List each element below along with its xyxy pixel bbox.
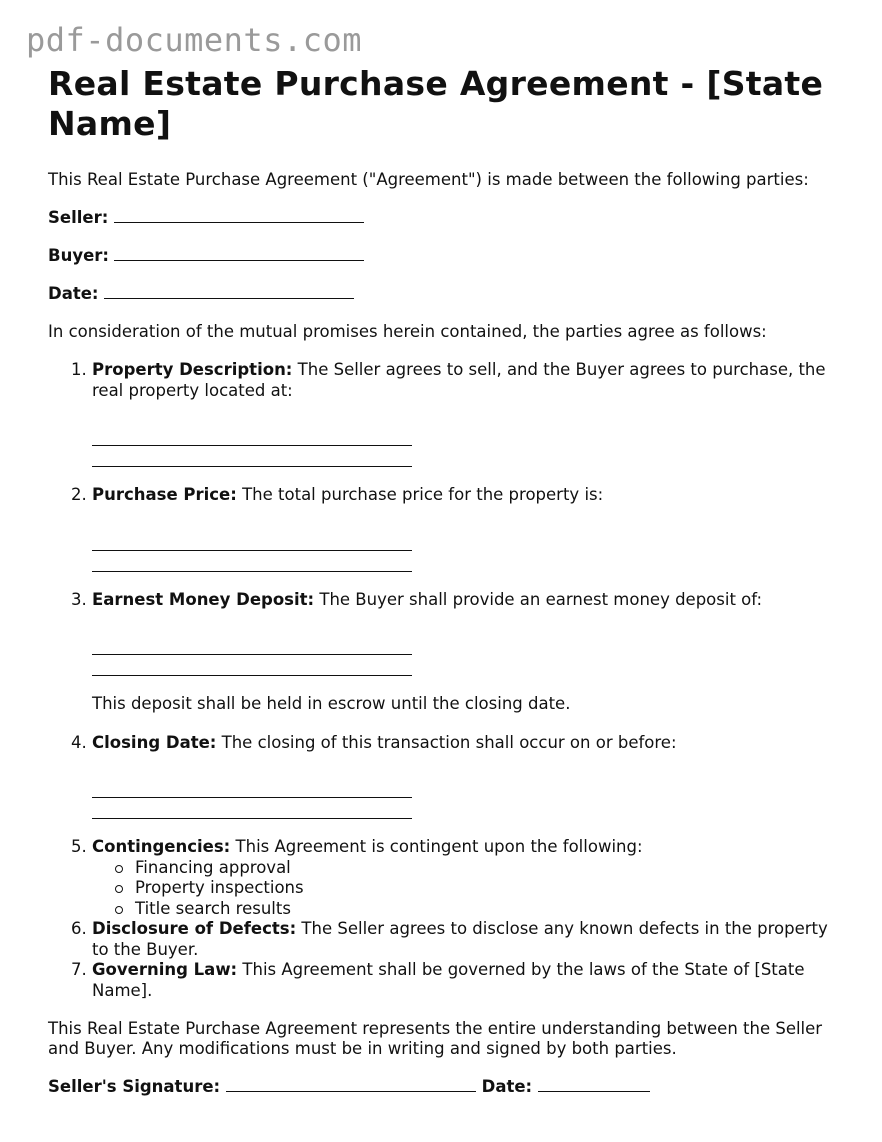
term-property <box>92 360 848 467</box>
signature-date-blank[interactable] <box>538 1077 650 1092</box>
term-heading: Earnest Money Deposit: <box>92 589 315 609</box>
contingency-item: Financing approval <box>112 858 848 879</box>
document-title: Real Estate Purchase Agreement - [State Name] <box>48 64 824 143</box>
term-heading: Governing Law: <box>92 960 238 979</box>
intro-paragraph: This Real Estate Purchase Agreement ("Agreement") is made between the following parties: <box>48 170 809 189</box>
signature-line <box>48 1077 848 1097</box>
term-closing <box>92 733 848 820</box>
term-heading: Property Description: <box>92 360 293 379</box>
contingency-item: Title search results <box>112 899 848 920</box>
term-heading: Closing Date: <box>92 732 217 752</box>
seller-signature-label: Seller's Signature: <box>48 1077 221 1096</box>
term-text: The total purchase price for the property is: <box>236 485 604 504</box>
consideration-paragraph: In consideration of the mutual promises herein contained, the parties agree as follows: <box>48 322 767 341</box>
date-blank[interactable] <box>104 284 354 299</box>
contingency-list <box>92 858 848 920</box>
price-blanks <box>92 532 848 572</box>
date-label: Date: <box>48 284 99 303</box>
buyer-label: Buyer: <box>48 246 110 265</box>
blank-line[interactable] <box>92 657 412 676</box>
blank-line[interactable] <box>92 779 412 798</box>
deposit-note: This deposit shall be held in escrow until the closing date. <box>92 694 571 713</box>
term-text: This Agreement is contingent upon the following: <box>230 837 643 856</box>
date-field <box>48 284 848 304</box>
seller-label: Seller: <box>48 208 109 227</box>
term-text: The Buyer shall provide an earnest money deposit of: <box>314 589 763 609</box>
document-page <box>48 64 848 1097</box>
term-law <box>92 960 848 1001</box>
closing-blanks <box>92 779 848 819</box>
blank-line[interactable] <box>92 427 412 446</box>
term-heading: Purchase Price: <box>92 485 237 504</box>
term-heading: Contingencies: <box>92 837 231 856</box>
blank-line[interactable] <box>92 532 412 551</box>
deposit-blanks <box>92 636 848 676</box>
seller-field <box>48 208 848 228</box>
term-contingencies <box>92 837 848 919</box>
contingency-item: Property inspections <box>112 878 848 899</box>
blank-line[interactable] <box>92 636 412 655</box>
buyer-field <box>48 246 848 266</box>
term-price <box>92 485 848 572</box>
signature-date-label: Date: <box>481 1077 533 1096</box>
property-blanks <box>92 427 848 467</box>
watermark: pdf-documents.com <box>26 21 363 59</box>
term-text: The Seller agrees to disclose any known defects in the property to the Buyer. <box>92 919 828 959</box>
term-text: The closing of this transaction shall occur on or before: <box>216 732 677 752</box>
blank-line[interactable] <box>92 448 412 467</box>
terms-list <box>48 360 848 1001</box>
seller-blank[interactable] <box>114 208 364 223</box>
closing-paragraph: This Real Estate Purchase Agreement represents the entire understanding between the Seller and Buyer. Any modifications must be in writing and signed by both parties. <box>48 1019 823 1058</box>
seller-signature-blank[interactable] <box>226 1077 476 1092</box>
term-defects <box>92 919 848 960</box>
term-text: This Agreement shall be governed by the laws of the State of [State Name]. <box>92 960 805 1000</box>
term-heading: Disclosure of Defects: <box>92 919 297 938</box>
blank-line[interactable] <box>92 800 412 819</box>
term-deposit <box>92 590 848 715</box>
blank-line[interactable] <box>92 553 412 572</box>
term-text: The Seller agrees to sell, and the Buyer agrees to purchase, the real property located at: <box>92 360 826 400</box>
buyer-blank[interactable] <box>114 246 364 261</box>
